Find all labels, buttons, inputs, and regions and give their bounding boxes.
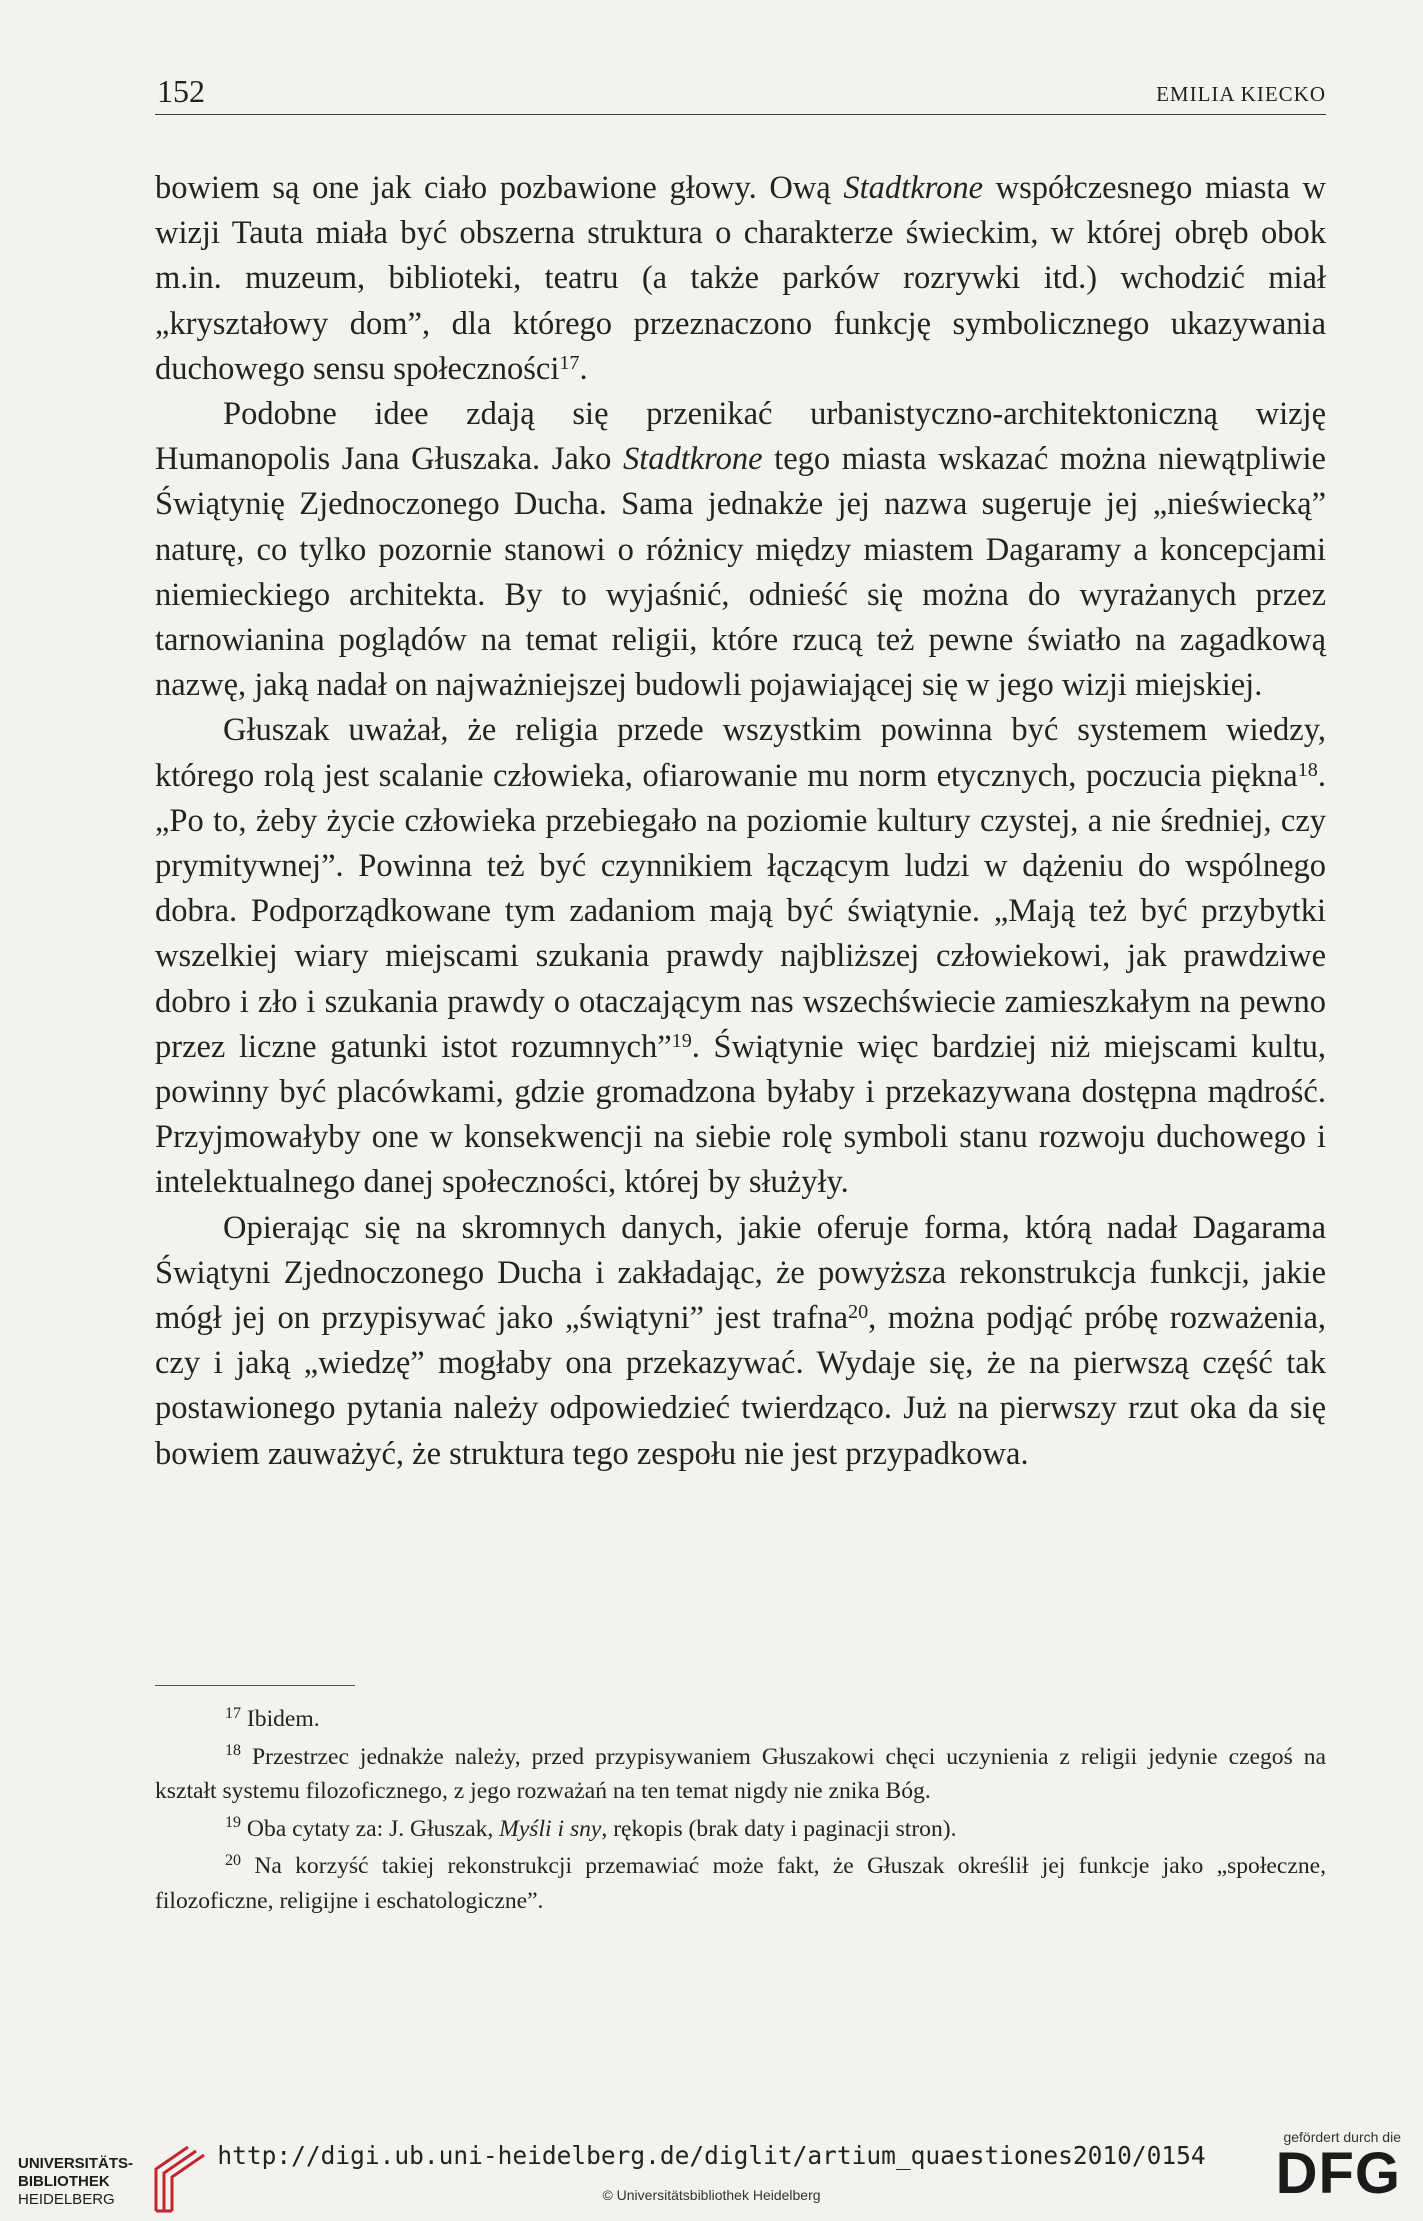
italic-term: Stadtkrone [622, 441, 763, 478]
paragraph-3: Głuszak uważał, że religia przede wszystkim powinna być systemem wiedzy, którego rolą jest scalanie człowieka, ofiarowanie mu norm etycznych, poczucia piękna$^{18}$. „Po to, żeby życie człowieka przebiegało na poziomie kultury czystej, a nie średniej, czy prymitywnej”. Powinna też być czynnikiem łączącym ludzi w dążeniu do wspólnego dobra. Podporządkowane tym zadaniom mają być świątynie. „Mają też być przybytki wszelkiej wiary miejscami szukania prawdy najbliższej człowiekowi, jak prawdziwe dobro i zło i szukania prawdy o otaczającym nas wszechświecie zamieszkałym na pewno przez liczne gatunki istot rozumnych”$^{19}$. Świątynie więc bardziej niż miejscami kultu, powinny być placówkami, gdzie gromadzona byłaby i przekazywana dostępna mądrość. Przyjmowałyby one w konsekwencji na siebie rolę symboli stanu rozwoju duchowego i intelektualnego danej społeczności, której by służyły. [155, 712, 1327, 1201]
italic-term: Stadtkrone [843, 170, 983, 206]
main-text [155, 166, 1326, 1477]
footnote-ref-20[interactable]: 20 [848, 1301, 869, 1324]
running-head-author: EMILIA KIECKO [1156, 82, 1326, 106]
footnote-18: $^{18}$ Przestrzec jednakże należy, przed przypisywaniem Głuszakowi chęci uczynienia z religii jedynie czegoś na kształt systemu filozoficznego, z jego rozważań na ten temat nigdy nie znika Bóg. [155, 1742, 1326, 1804]
funder-caption: gefördert durch die [1283, 2129, 1401, 2145]
paragraph-4: Opierając się na skromnych danych, jakie oferuje forma, którą nadał Dagarama Świątyni Zjednoczonego Ducha i zakładając, że powyższa rekonstrukcja funkcji, jakie mógł jej on przypisywać jako „świątyni” jest trafna$^{20}$, można podjąć próbę rozważenia, czy i jaką „wiedzę” mogłaby ona przekazywać. Wydaje się, że na pierwszą część tak postawionego pytania należy odpowiedzieć twierdząco. Już na pierwszy rzut oka da się bowiem zauważyć, że struktura tego zespołu nie jest przypadkowa. [155, 1209, 1326, 1472]
footnotes [155, 1702, 1326, 1921]
funder-logo[interactable] [1261, 2129, 1401, 2206]
footnote-ref-18[interactable]: 18 [1297, 758, 1318, 781]
footnote-17: $^{17}$ Ibidem. [225, 1704, 320, 1732]
dfg-logo-text: DFG [1275, 2141, 1401, 2206]
footnote-20: $^{20}$ Na korzyść takiej rekonstrukcji przemawiać może fakt, że Głuszak określił jej funkcje jako „społeczne, filozoficzne, religijne i eschatologiczne”. [155, 1851, 1326, 1914]
digitization-footer [0, 2115, 1423, 2221]
page-header [155, 72, 1326, 115]
footnote-separator [155, 1685, 355, 1686]
footnote-19: $^{19}$ Oba cytaty za: J. Głuszak, Myśli i sny, rękopis (brak daty i paginacji stron). [225, 1814, 957, 1842]
copyright-notice: © Universitätsbibliothek Heidelberg [602, 2187, 821, 2203]
page-number: 152 [157, 73, 205, 109]
library-name: UNIVERSITÄTS- BIBLIOTHEK HEIDELBERG [18, 2155, 134, 2208]
footnote-ref-19[interactable]: 19 [671, 1029, 692, 1052]
paragraph-1: bowiem są one jak ciało pozbawione głowy. Ową Stadtkrone współczesnego miasta w wizji Tauta miała być obszerna struktura o charakterze świeckim, w której obręb obok m.in. muzeum, biblioteki, teatru (a także parków rozrywki itd.) wchodzić miał „kryształowy dom”, dla którego przeznaczono funkcję symbolicznego ukazywania duchowego sensu społeczności$^{17}$. [155, 170, 1326, 387]
paragraph-2: Podobne idee zdają się przenikać urbanistyczno-architektoniczną wizję Humanopolis Jana Głuszaka. Jako Stadtkrone tego miasta wskazać można niewątpliwie Świątynię Zjednoczonego Ducha. Sama jednakże jej nazwa sugeruje jej „nieświecką” naturę, co tylko pozornie stanowi o różnicy między miastem Dagaramy a koncepcjami niemieckiego architekta. By to wyjaśnić, odnieść się można do wyrażanych przez tarnowianina poglądów na temat religii, które rzucą też pewne światło na zagadkową nazwę, jaką nadał on najważniejszej budowli pojawiającej się w jego wizji miejskiej. [155, 396, 1326, 704]
source-url-link[interactable]: http://digi.ub.uni-heidelberg.de/diglit/artium_quaestiones2010/0154 [217, 2141, 1206, 2170]
footnote-ref-17[interactable]: 17 [559, 351, 580, 374]
